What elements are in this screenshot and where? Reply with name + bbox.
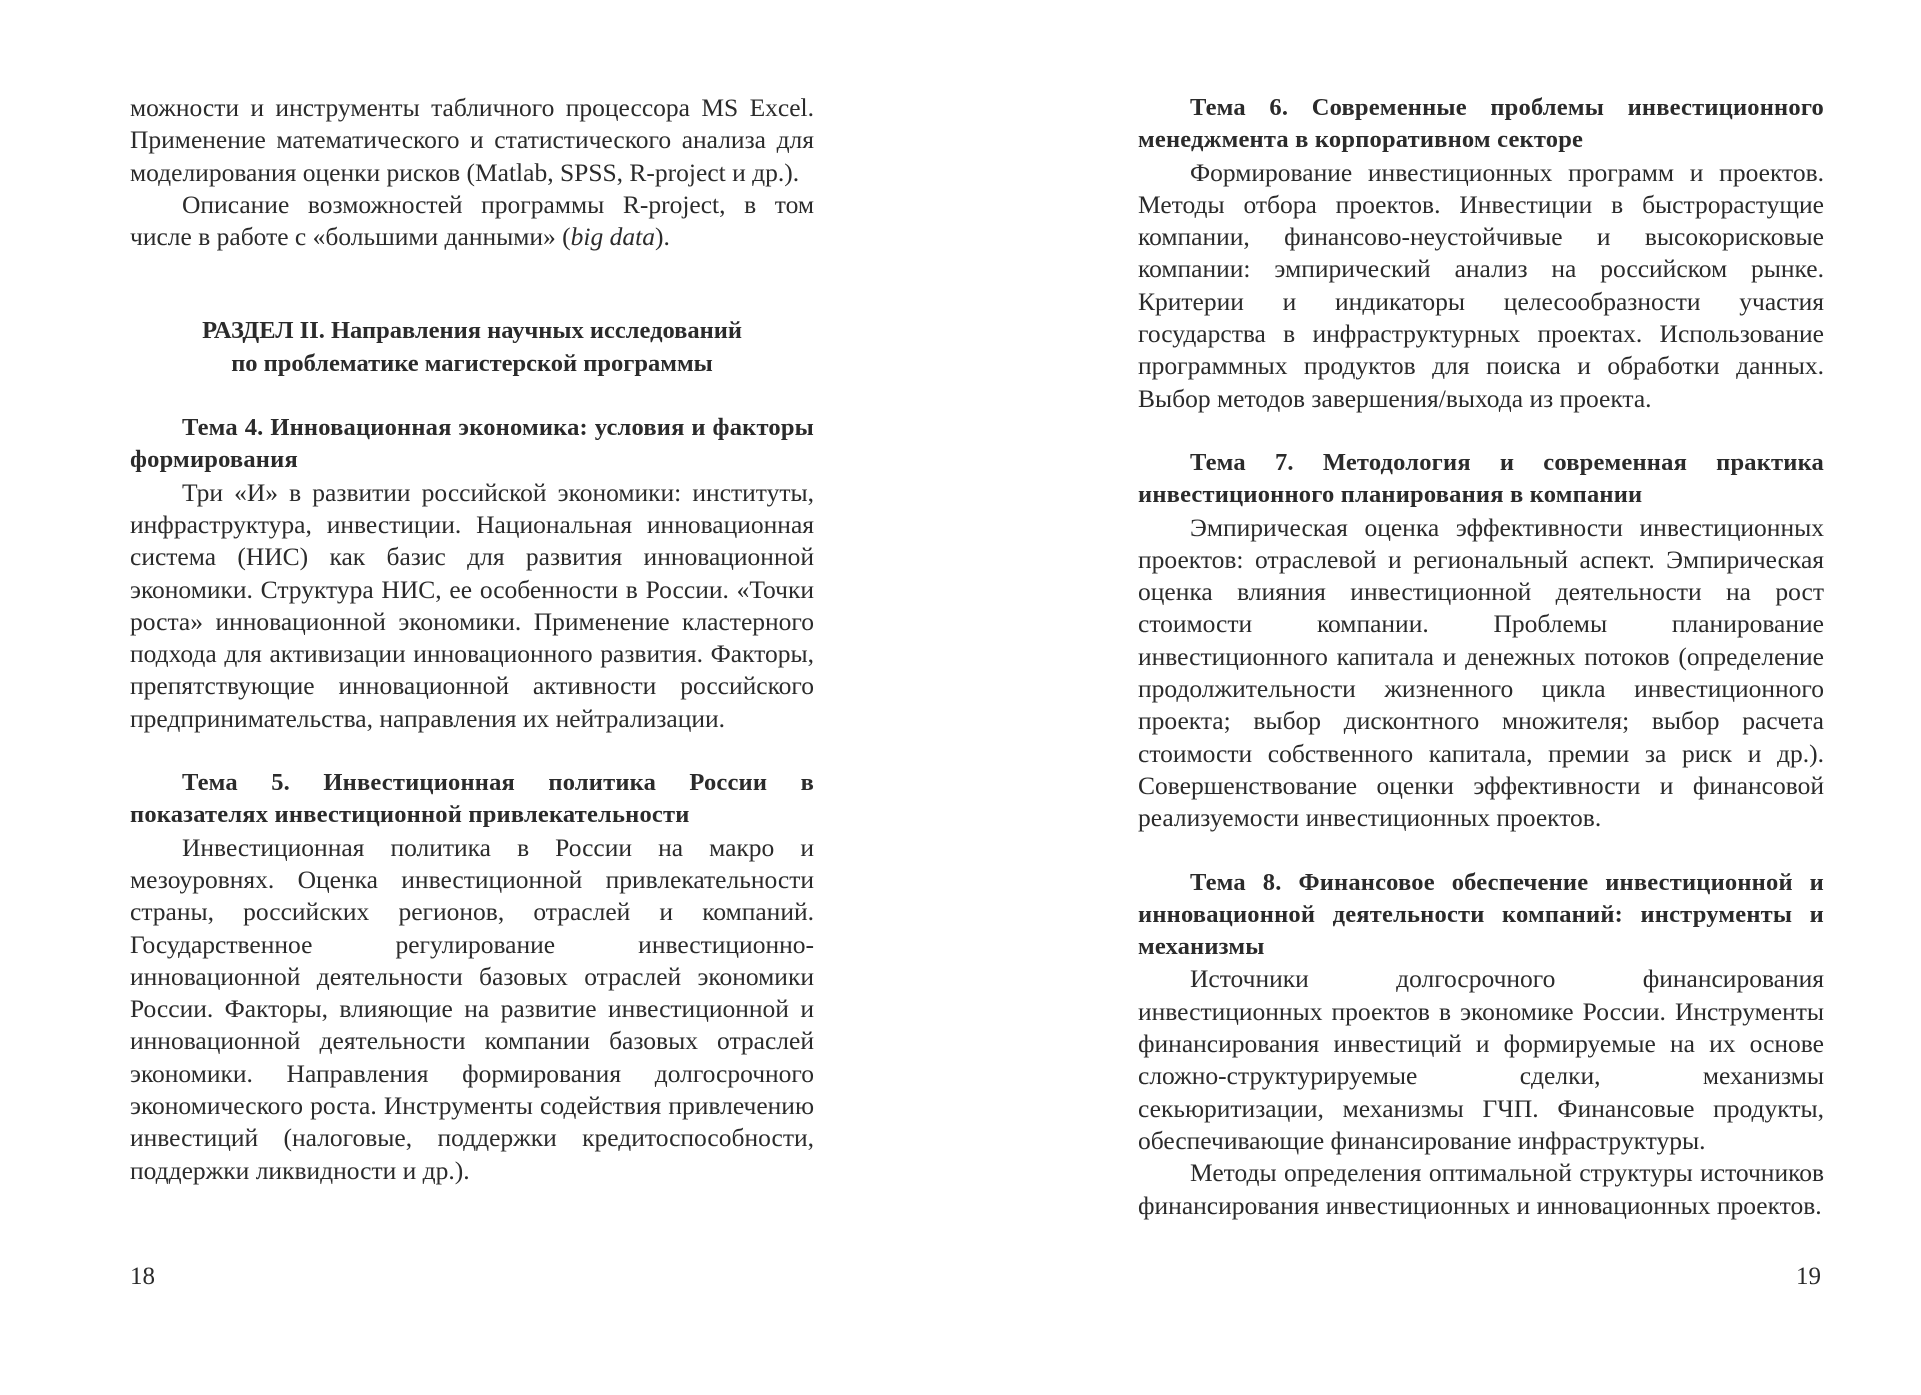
- topic5-heading: Тема 5. Инвестиционная политика России в показателях инвестиционной привлекательности: [130, 769, 814, 829]
- topic4-body: Три «И» в развитии российской экономики: институты, инфраструктура, инвестиции. Национальная инновационная система (НИС) как базис для развития инновационной экономики. Структура НИС, ее особенности в России. «Точки роста» инновационной экономики. Применение кластерного подхода для активизации инновационного развития. Факторы, препятствующие инновационной активности российского предпринимательства, направления их нейтрализации.: [130, 477, 814, 733]
- section-title: [130, 315, 814, 380]
- topic7-heading: Тема 7. Методология и современная практика инвестиционного планирования в компании: [1138, 448, 1824, 509]
- spacer: [1138, 415, 1824, 447]
- right-page-text-column: [1138, 92, 1824, 1222]
- topic5-body: Инвестиционная политика в России на макро и мезоуровнях. Оценка инвестиционной привлекательности страны, российских регионов, отраслей и компаний. Государственное регулирование инвестиционно-инновационной деятельности базовых отраслей экономики России. Факторы, влияющие на развитие инвестиционной и инновационной деятельности компании базовых отраслей экономики. Направления формирования долгосрочного экономического роста. Инструменты содействия привлечению инвестиций (налоговые, поддержки кредитоспособности, поддержки ликвидности и др.).: [130, 832, 814, 1185]
- spacer: [1138, 835, 1824, 867]
- page-number-left: 18: [130, 1263, 155, 1290]
- topic6-heading: Тема 6. Современные проблемы инвестиционного менеджмента в корпоративном секторе: [1138, 94, 1824, 154]
- spacer: [130, 380, 814, 412]
- topic8-body-1: Источники долгосрочного финансирования инвестиционных проектов в экономике России. Инструменты финансирования инвестиций и формируемые на их основе сложно-структурируемые сделки, механизмы секьюритизации, механизмы ГЧП. Финансовые продукты, обеспечивающие финансирование инфраструктуры.: [1138, 964, 1824, 1155]
- r-project-tail: ).: [654, 222, 670, 252]
- topic4-heading: Тема 4. Инновационная экономика: условия и факторы формирования: [130, 414, 814, 474]
- topic6-body: Формирование инвестиционных программ и проектов. Методы отбора проектов. Инвестиции в быстрорастущие компании, финансово-неустойчивые и высокорисковые компании: эмпирический анализ на российском рынке. Критерии и индикаторы целесообразности участия государства в инфраструктурных проектах. Использование программных продуктов для поиска и обработки данных. Выбор методов завершения/выхода из проекта.: [1138, 157, 1824, 413]
- left-page: [0, 0, 960, 1395]
- topic7-body: Эмпирическая оценка эффективности инвестиционных проектов: отраслевой и региональный аспект. Эмпирическая оценка влияния инвестиционной деятельности на рост стоимости компании. Проблемы планирование инвестиционного капитала и денежных потоков (определение продолжительности жизненного цикла инвестиционного проекта; выбор дисконтного множителя; выбор расчета стоимости собственного капитала, премии за риск и др.). Совершенствование оценки эффективности и финансовой реализуемости инвестиционных проектов.: [1138, 512, 1824, 833]
- intro-paragraph: можности и инструменты табличного процессора MS Excel. Применение математического и статистического анализа для моделирования оценки рисков (Matlab, SPSS, R-project и др.).: [130, 93, 814, 187]
- right-page: [960, 0, 1921, 1395]
- section-title-line1: РАЗДЕЛ II. Направления научных исследований: [202, 317, 742, 345]
- spacer: [130, 253, 814, 315]
- big-data-italic: big data: [570, 222, 655, 252]
- page-number-right: 19: [1796, 1263, 1821, 1290]
- r-project-paragraph: [130, 189, 814, 254]
- spacer: [130, 735, 814, 767]
- topic8-heading: Тема 8. Финансовое обеспечение инвестиционной и инновационной деятельности компаний: инструменты и механизмы: [1138, 868, 1824, 961]
- topic8-body-2: Методы определения оптимальной структуры источников финансирования инвестиционных и инновационных проектов.: [1138, 1158, 1824, 1220]
- left-page-text-column: [130, 92, 814, 1187]
- r-project-text: Описание возможностей программы R-project, в том числе в работе с «большими данными» (: [130, 189, 814, 252]
- section-title-line2: по проблематике магистерской программы: [231, 349, 713, 377]
